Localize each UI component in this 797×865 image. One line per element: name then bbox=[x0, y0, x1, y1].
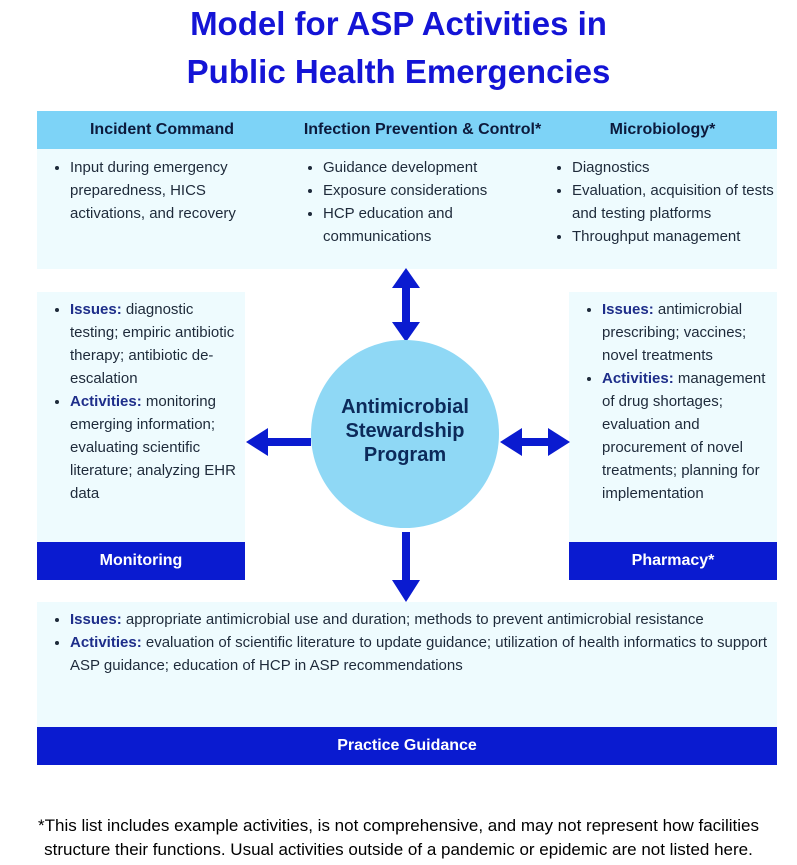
practice-guidance-bar: Practice Guidance bbox=[37, 727, 777, 765]
list-item: • Throughput management bbox=[572, 225, 774, 248]
activities-label: Activities: bbox=[70, 393, 142, 410]
left-arrow-icon bbox=[246, 428, 311, 456]
circle-line-3: Program bbox=[363, 444, 447, 466]
activities-label: Activities: bbox=[602, 370, 674, 387]
issues-label: Issues: bbox=[70, 301, 122, 318]
circle-line-1: Antimicrobial bbox=[341, 396, 469, 418]
microbiology-heading: Microbiology* bbox=[609, 121, 716, 138]
footnote-line-1: *This list includes example activities, is not comprehensive, and may not represent how facilities bbox=[38, 816, 759, 835]
title-line-1: Model for ASP Activities in bbox=[190, 5, 607, 42]
infection-prevention-heading: Infection Prevention & Control* bbox=[303, 121, 542, 138]
title-line-2: Public Health Emergencies bbox=[186, 53, 611, 90]
list-item: • Guidance development bbox=[323, 156, 538, 179]
list-item: • Diagnostics bbox=[572, 156, 774, 179]
monitoring-bar: Monitoring bbox=[37, 542, 245, 580]
horizontal-double-arrow-icon bbox=[500, 428, 570, 456]
issues-label: Issues: bbox=[70, 611, 122, 628]
down-arrow-icon bbox=[392, 532, 420, 602]
list-item: • Input during emergency preparedness, HICS activations, and recovery bbox=[70, 156, 265, 225]
vertical-double-arrow-icon bbox=[392, 268, 420, 342]
pharmacy-bar: Pharmacy* bbox=[569, 542, 777, 580]
issues-label: Issues: bbox=[602, 301, 654, 318]
list-item: • Evaluation, acquisition of tests and testing platforms bbox=[572, 179, 774, 225]
activities-text: evaluation of scientific literature to update guidance; utilization of health informatics to support ASP guidance; education of HCP in ASP recommendations bbox=[70, 634, 768, 674]
footnote-line-2: structure their functions. Usual activities outside of a pandemic or epidemic are not listed here. bbox=[44, 840, 753, 859]
circle-line-2: Stewardship bbox=[345, 420, 465, 442]
list-item: • HCP education and communications bbox=[323, 202, 538, 248]
activities-text: management of drug shortages; evaluation and procurement of novel treatments; planning for implementation bbox=[602, 370, 766, 502]
asp-circle-label bbox=[311, 395, 499, 467]
issues-text: antimicrobial prescribing; vaccines; novel treatments bbox=[602, 301, 747, 364]
list-item: • Exposure considerations bbox=[323, 179, 538, 202]
incident-command-heading: Incident Command bbox=[89, 121, 234, 138]
activities-label: Activities: bbox=[70, 634, 142, 651]
activities-text: monitoring emerging information; evaluating scientific literature; analyzing EHR data bbox=[70, 393, 236, 502]
issues-text: diagnostic testing; empiric antibiotic therapy; antibiotic de-escalation bbox=[70, 301, 235, 387]
issues-text: appropriate antimicrobial use and duration; methods to prevent antimicrobial resistance bbox=[125, 611, 704, 628]
